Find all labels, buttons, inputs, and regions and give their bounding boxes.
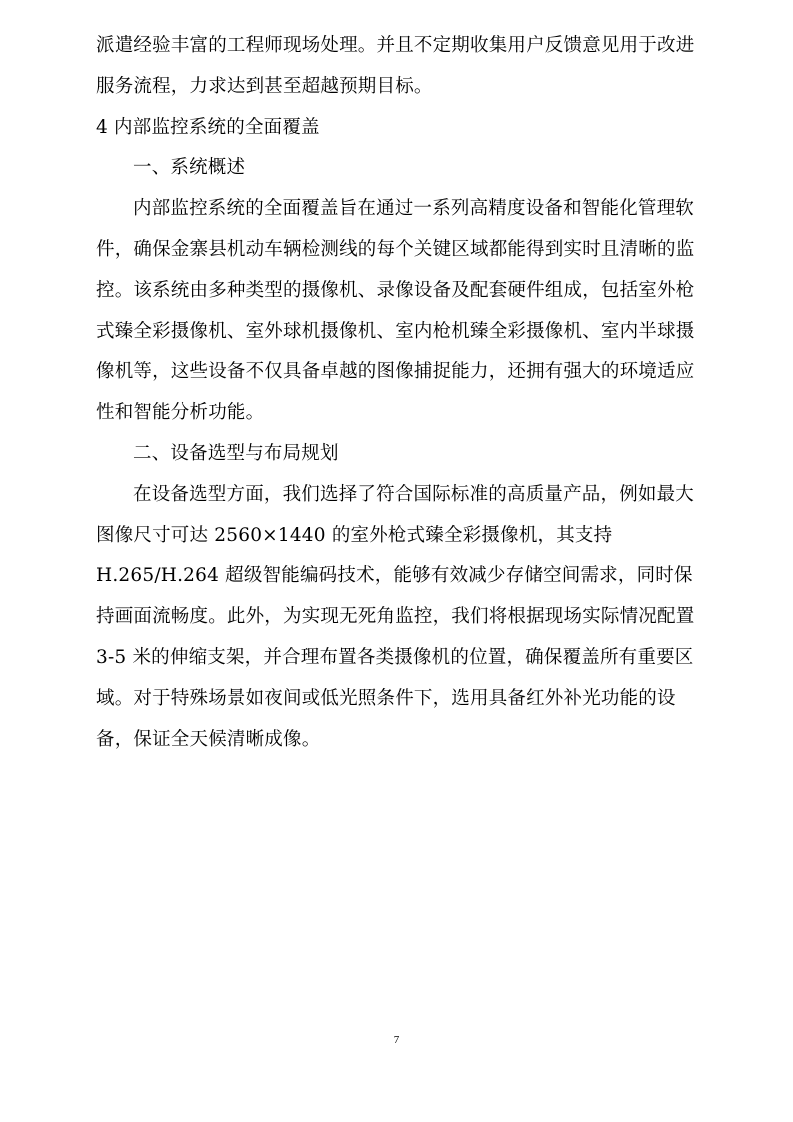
document-body xyxy=(96,26,700,760)
subsection-heading: 一、系统概述 xyxy=(133,157,246,179)
paragraph-line: 图像尺寸可达 2560×1440 的室外枪式臻全彩摄像机，其支持 xyxy=(96,524,613,546)
paragraph-line: H.265/H.264 超级智能编码技术，能够有效减少存储空间需求，同时保 xyxy=(96,565,693,587)
paragraph-line: 性和智能分析功能。 xyxy=(96,402,265,424)
paragraph-line: 持画面流畅度。此外，为实现无死角监控，我们将根据现场实际情况配置 xyxy=(96,606,695,628)
paragraph-line: 件，确保金寨县机动车辆检测线的每个关键区域都能得到实时且清晰的监 xyxy=(96,238,695,260)
subsection-heading: 二、设备选型与布局规划 xyxy=(133,442,339,464)
paragraph-line: 派遣经验丰富的工程师现场处理。并且不定期收集用户反馈意见用于改进 xyxy=(96,35,695,56)
paragraph-line: 备，保证全天候清晰成像。 xyxy=(96,728,321,750)
paragraph-line: 域。对于特殊场景如夜间或低光照条件下，选用具备红外补光功能的设 xyxy=(96,687,676,709)
page-number: 7 xyxy=(393,1034,400,1046)
paragraph-line: 在设备选型方面，我们选择了符合国际标准的高质量产品，例如最大 xyxy=(133,483,695,505)
paragraph-line: 3-5 米的伸缩支架，并合理布置各类摄像机的位置，确保覆盖所有重要区 xyxy=(96,646,694,668)
paragraph-line: 式臻全彩摄像机、室外球机摄像机、室内枪机臻全彩摄像机、室内半球摄 xyxy=(96,320,695,342)
section-heading: 4 内部监控系统的全面覆盖 xyxy=(96,116,320,138)
paragraph-line: 控。该系统由多种类型的摄像机、录像设备及配套硬件组成，包括室外枪 xyxy=(96,279,695,301)
paragraph-line: 内部监控系统的全面覆盖旨在通过一系列高精度设备和智能化管理软 xyxy=(133,198,695,220)
paragraph-line: 像机等，这些设备不仅具备卓越的图像捕捉能力，还拥有强大的环境适应 xyxy=(96,361,695,383)
paragraph-line: 服务流程，力求达到甚至超越预期目标。 xyxy=(96,75,433,97)
